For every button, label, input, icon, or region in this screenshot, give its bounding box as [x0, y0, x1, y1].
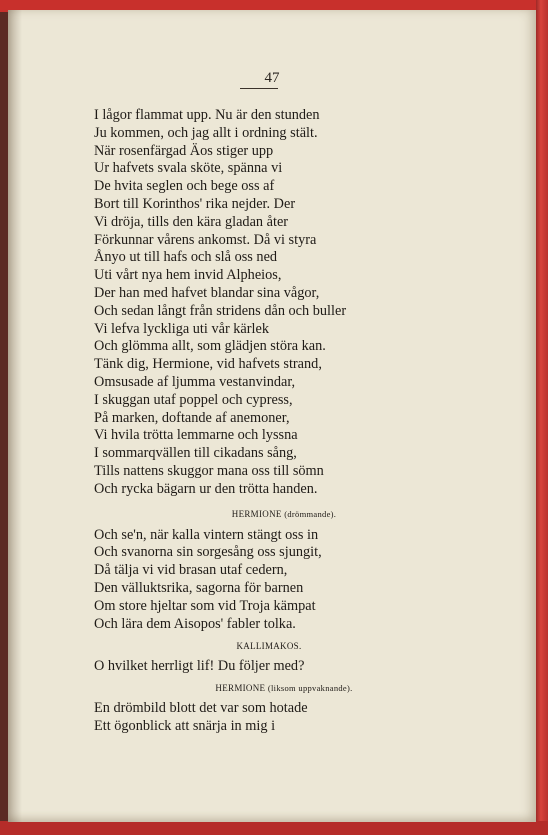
verse-line: Der han med hafvet blandar sina vågor, [94, 284, 320, 301]
passage-3 [94, 658, 434, 676]
book-cover-edge-right [536, 0, 548, 835]
verse-line: Ett ögonblick att snärja in mig i [94, 717, 276, 734]
verse-line: Uti vårt nya hem invid Alpheios, [94, 267, 282, 284]
verse-line: Och glömma allt, som glädjen störa kan. [94, 338, 326, 355]
verse-line: Och sedan långt från stridens dån och buller [94, 302, 347, 319]
verse-line: Då tälja vi vid brasan utaf cedern, [94, 562, 288, 579]
speaker-name: HERMIONE [215, 683, 266, 694]
passage-4 [94, 700, 434, 736]
verse-line: I lågor flammat upp. Nu är den stunden [94, 107, 320, 123]
verse-line: En drömbild blott det var som hotade [94, 700, 308, 717]
speaker-heading-hermione-2 [94, 682, 434, 694]
verse-line: Och svanorna sin sorgesång oss sjungit, [94, 544, 322, 561]
speaker-heading-hermione [94, 508, 434, 520]
page-number: 47 [264, 70, 280, 86]
verse-line: Tänk dig, Hermione, vid hafvets strand, [94, 356, 322, 373]
stage-direction: (liksom uppvaknande). [267, 683, 353, 694]
verse-line: I sommarqvällen till cikadans sång, [94, 445, 297, 462]
stage-direction: (drömmande). [284, 508, 337, 519]
verse-line: De hvita seglen och bege oss af [94, 178, 275, 195]
verse-line: Omsusade af ljumma vestanvindar, [94, 373, 296, 390]
poem-text [94, 107, 434, 736]
page-number-rule [240, 88, 278, 89]
speaker-name: HERMIONE [231, 508, 282, 519]
speaker-heading-kallimakos [94, 640, 434, 652]
book-cover-edge-bottom [0, 821, 548, 835]
verse-line: I skuggan utaf poppel och cypress, [94, 391, 293, 408]
verse-line: Vi lefva lyckliga uti vår kärlek [94, 320, 270, 337]
verse-line: Bort till Korinthos' rika nejder. Der [94, 195, 296, 212]
passage-2 [94, 527, 434, 634]
passage-1 [94, 107, 434, 499]
verse-line: Den välluktsrika, sagorna för barnen [94, 579, 304, 596]
verse-line: Vi hvila trötta lemmarne och lyssna [94, 427, 298, 444]
book-page [8, 10, 536, 822]
verse-line: Vi dröja, tills den kära gladan åter [94, 213, 289, 230]
verse-line: När rosenfärgad Äos stiger upp [94, 142, 274, 159]
page-gutter-shadow [8, 10, 22, 822]
verse-line: Ur hafvets svala sköte, spänna vi [94, 160, 283, 177]
verse-line: Ju kommen, och jag allt i ordning stält. [94, 124, 318, 141]
verse-line: Och se'n, när kalla vintern stängt oss in [94, 526, 319, 543]
verse-line: Om store hjeltar som vid Troja kämpat [94, 597, 316, 614]
verse-line: O hvilket herrligt lif! Du följer med? [94, 658, 305, 675]
speaker-name: KALLIMAKOS. [236, 641, 302, 652]
verse-line: Ånyo ut till hafs och slå oss ned [94, 249, 278, 266]
verse-line: Förkunnar vårens ankomst. Då vi styra [94, 231, 317, 248]
verse-line: Och lära dem Aisopos' fabler tolka. [94, 615, 296, 632]
verse-line: Och rycka bägarn ur den trötta handen. [94, 480, 318, 497]
verse-line: På marken, doftande af anemoner, [94, 409, 290, 426]
verse-line: Tills nattens skuggor mana oss till sömn [94, 462, 324, 479]
